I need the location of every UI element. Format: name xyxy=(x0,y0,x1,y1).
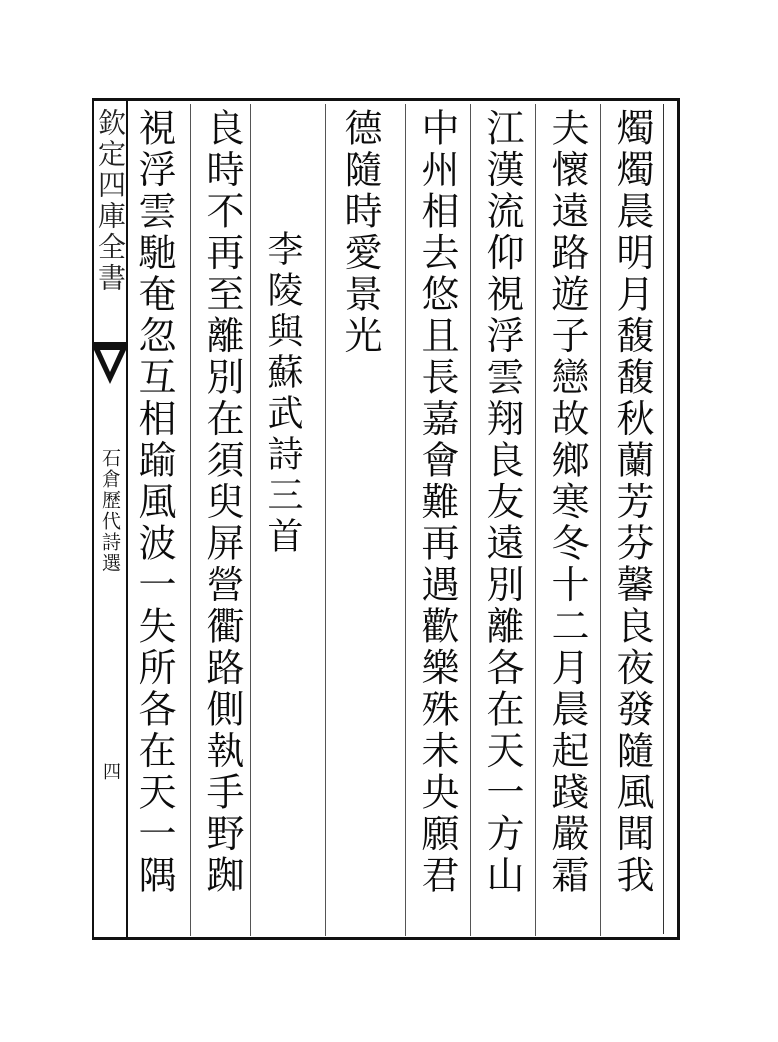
text-column: 中州相去悠且長嘉會難再遇歡樂殊未央願君 xyxy=(415,108,459,897)
margin-title: 欽定四庫全書 xyxy=(94,108,127,294)
column-rule xyxy=(405,104,406,936)
fishtail-inner xyxy=(100,350,120,372)
poem-title: 李陵與蘇武詩三首 xyxy=(262,230,303,558)
text-column: 視浮雲馳奄忽互相踰風波一失所各在天一隅 xyxy=(132,108,176,897)
margin-page-number: 四 xyxy=(100,762,121,780)
fishtail-bar xyxy=(94,342,126,350)
text-column: 良時不再至離別在須臾屏營衢路側執手野踟 xyxy=(200,108,244,897)
text-column: 燭燭晨明月馥馥秋蘭芳芬馨良夜發隨風聞我 xyxy=(610,108,654,897)
text-column: 江漢流仰視浮雲翔良友遠別離各在天一方山 xyxy=(480,108,524,897)
margin-book-title: 石倉歷代詩選 xyxy=(99,448,121,574)
column-rule xyxy=(190,104,191,936)
text-column: 夫懷遠路遊子戀故鄉寒冬十二月晨起踐嚴霜 xyxy=(545,108,589,897)
column-rule xyxy=(325,104,326,936)
text-column: 德隨時愛景光 xyxy=(338,108,382,357)
